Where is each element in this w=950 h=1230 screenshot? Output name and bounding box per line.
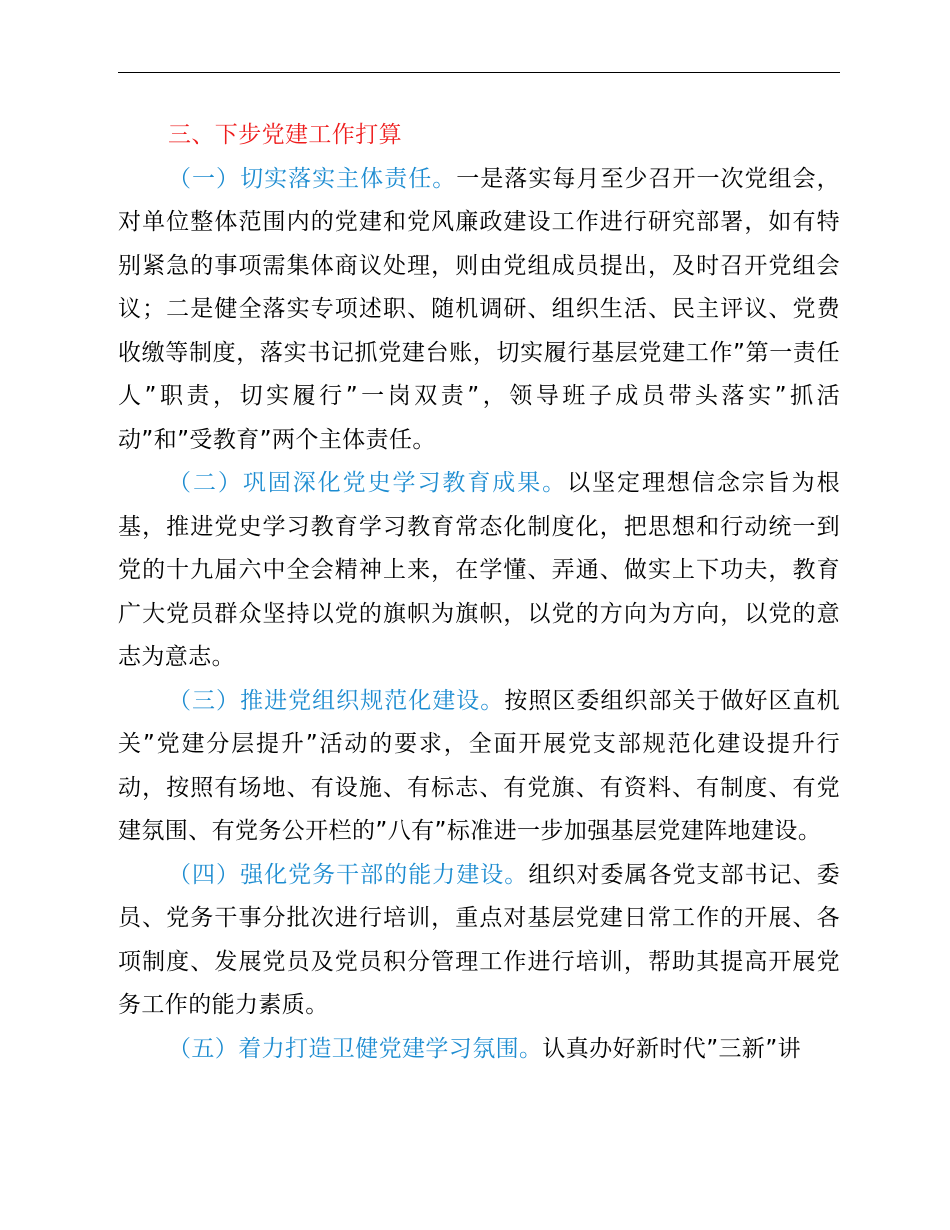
- paragraph-2-body: 以坚定理想信念宗旨为根基，推进党史学习教育学习教育常态化制度化，把思想和行动统一到党的十九届六中全会精神上来，在学懂、弄通、做实上下功夫，教育广大党员群众坚持以党的旗帜为旗帜，以党的方向为方向，以党的意志为意志。: [118, 470, 840, 670]
- paragraph-5: [118, 1028, 840, 1072]
- header-rule: [118, 72, 840, 73]
- section-heading: 三、下步党建工作打算: [168, 122, 402, 148]
- paragraph-1-body: 一是落实每月至少召开一次党组会，对单位整体范围内的党建和党风廉政建设工作进行研究部署，如有特别紧急的事项需集体商议处理，则由党组成员提出，及时召开党组会议；二是健全落实专项述职、随机调研、组织生活、民主评议、党费收缴等制度，落实书记抓党建台账，切实履行基层党建工作”第一责任人”职责，切实履行”一岗双责”，领导班子成员带头落实”抓活动”和”受教育”两个主体责任。: [118, 165, 840, 453]
- paragraph-5-lead: （五）着力打造卫健党建学习氛围。: [168, 1035, 543, 1062]
- paragraph-1-lead: （一）切实落实主体责任。: [168, 165, 457, 192]
- paragraph-2-lead: （二）巩固深化党史学习教育成果。: [168, 470, 568, 496]
- paragraph-4: [118, 854, 840, 1028]
- paragraph-4-lead: （四）强化党务干部的能力建设。: [168, 861, 529, 888]
- paragraph-3: [118, 680, 840, 854]
- document-body: [118, 114, 840, 1071]
- paragraph-2: [118, 462, 840, 680]
- paragraph-4-body: 组织对委属各党支部书记、委员、党务干事分批次进行培训，重点对基层党建日常工作的开展、各项制度、发展党员及党员积分管理工作进行培训，帮助其提高开展党务工作的能力素质。: [118, 861, 841, 1018]
- paragraph-3-body: 按照区委组织部关于做好区直机关”党建分层提升”活动的要求，全面开展党支部规范化建设提升行动，按照有场地、有设施、有标志、有党旗、有资料、有制度、有党建氛围、有党务公开栏的”八有”标准进一步加强基层党建阵地建设。: [118, 687, 840, 844]
- paragraph-5-body: 认真办好新时代”三新”讲: [542, 1035, 802, 1062]
- paragraph-1: [118, 158, 840, 463]
- paragraph-3-lead: （三）推进党组织规范化建设。: [168, 687, 505, 714]
